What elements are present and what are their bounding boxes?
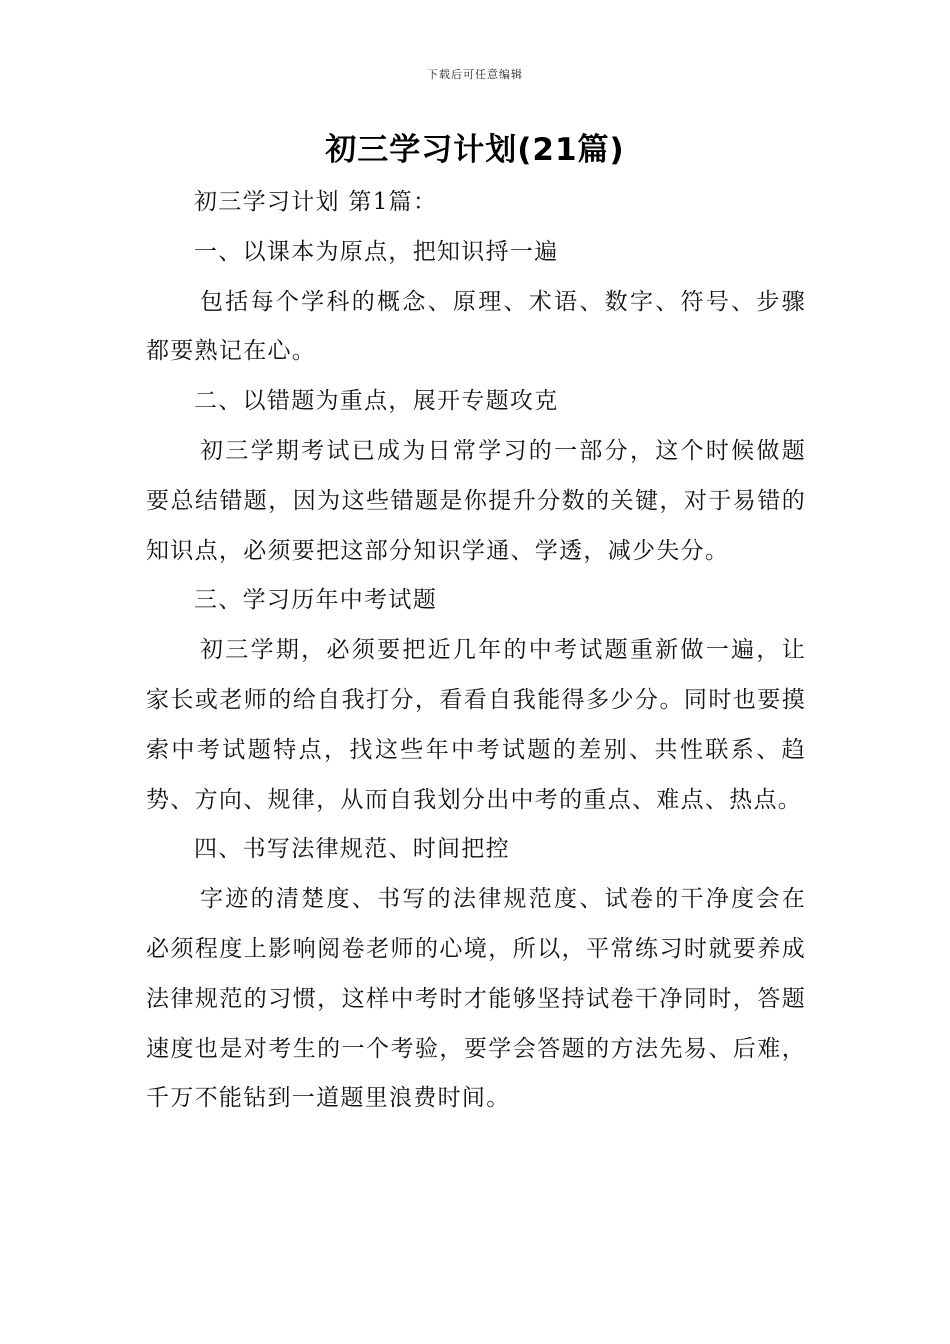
document-body (146, 178, 806, 1124)
section-heading-3: 三、学习历年中考试题 (194, 587, 437, 614)
page-title: 初三学习计划(21篇) (325, 132, 625, 168)
section-heading-1: 一、以课本为原点，把知识捋一遍 (194, 238, 559, 265)
paragraph-4: 字迹的清楚度、书写的法律规范度、试卷的干净度会在必须程度上影响阅卷老师的心境，所以，平常练习时就要养成法律规范的习惯，这样中考时才能够坚持试卷干净同时，答题速度也是对考生的一个考验，要学会答题的方法先易、后难，千万不能钻到一道题里浪费时间。 (146, 886, 806, 1112)
section-heading-intro: 初三学习计划 第1篇： (194, 189, 438, 215)
section-heading-2: 二、以错题为重点，展开专题攻克 (194, 388, 559, 415)
paragraph-2: 初三学期考试已成为日常学习的一部分，这个时候做题要总结错题，因为这些错题是你提升分数的关键，对于易错的知识点，必须要把这部分知识学通、学透，减少失分。 (146, 437, 806, 564)
paragraph-3: 初三学期，必须要把近几年的中考试题重新做一遍，让家长或老师的给自我打分，看看自我能得多少分。同时也要摸索中考试题特点，找这些年中考试题的差别、共性联系、趋势、方向、规律，从而自我划分出中考的重点、难点、热点。 (146, 637, 806, 813)
paragraph-1: 包括每个学科的概念、原理、术语、数字、符号、步骤都要熟记在心。 (146, 288, 806, 365)
section-heading-4: 四、书写法律规范、时间把控 (194, 836, 510, 863)
header-note: 下载后可任意编辑 (427, 68, 523, 81)
